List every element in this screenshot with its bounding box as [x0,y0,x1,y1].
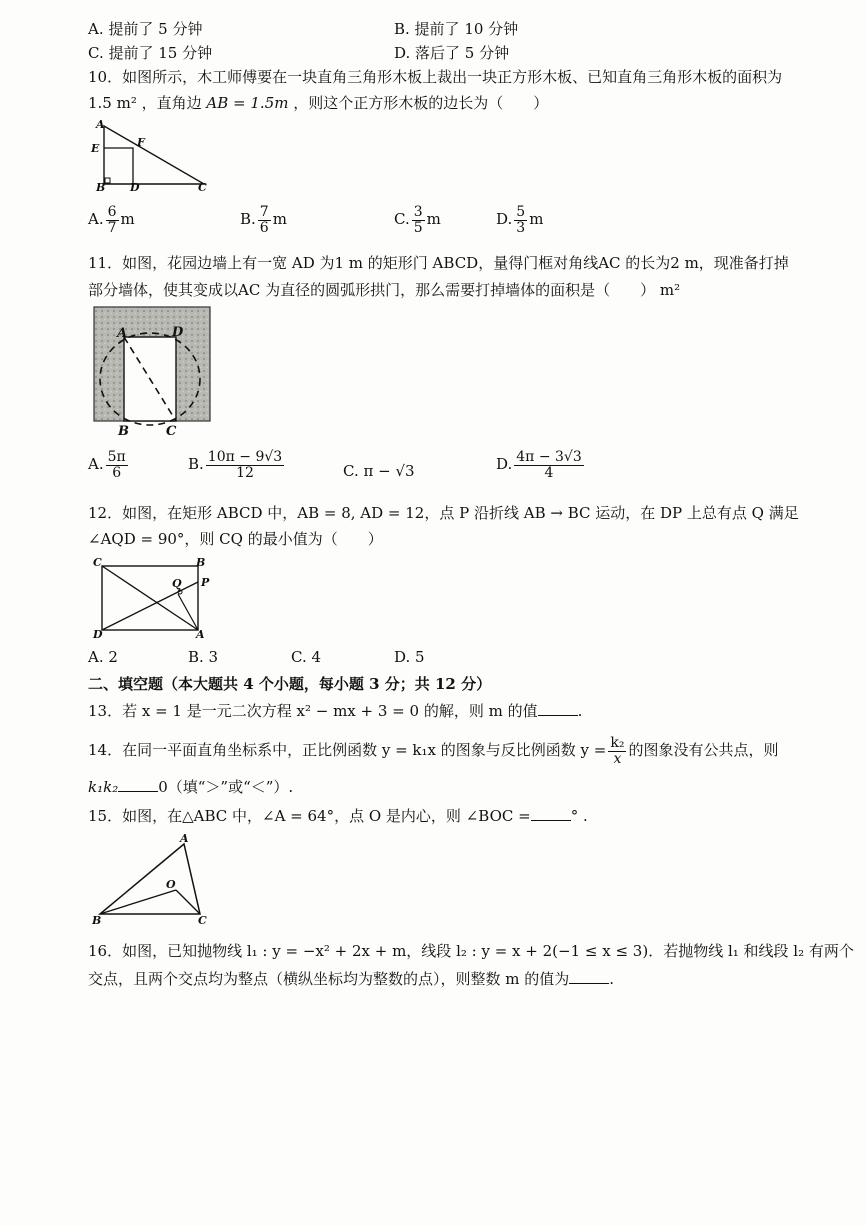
q12-stem-line2: ∠AQD = 90°，则 CQ 的最小值为（ ） [88,530,383,548]
q12-option-b: B. 3 [188,648,219,666]
q11-stem-line2: 部分墙体，使其变成以AC 为直径的圆弧形拱门，那么需要打掉墙体的面积是（ ） m² [88,281,681,299]
q10-option-c: C. $\frac{3}{5}$ m [394,204,441,236]
q12-label-p: P [201,576,210,589]
q12-stem-line1: 12．如图，在矩形 ABCD 中，AB = 8, AD = 12，点 P 沿折线 AB → BC 运动，在 DP 上总有点 Q 满足 [88,504,799,522]
q12-option-a: A. 2 [88,648,118,666]
q10-stem-line2 [88,92,548,113]
q9-option-c: C. 提前了 15 分钟 [88,44,213,62]
q12-label-c: C [93,556,102,569]
q11-label-d: D [172,325,184,340]
q11-option-b: B. $\frac{10\pi - 9√3}{12}$ [188,449,283,481]
q12-option-d: D. 5 [394,648,425,666]
q12-rectangle-figure [88,556,218,642]
q10-ab-value: AB = 1.5m [206,94,289,112]
q14-stem-line1: 14．在同一平面直角坐标系中，正比例函数 y = k₁x 的图象与反比例函数 y = $\frac{\text{k₂}}{x}$ 的图象没有公共点，则 [88,735,779,767]
q9-option-a: A. 提前了 5 分钟 [88,20,203,38]
q15-triangle-figure [88,830,218,930]
q10-option-a: A. $\frac{6}{7}$ m [88,204,135,236]
q16-answer-blank[interactable] [569,969,609,984]
q15-label-o: O [166,878,176,891]
q10-label-b: B [96,181,106,193]
q12-option-c: C. 4 [291,648,322,666]
q10-triangle-figure [88,118,218,193]
q13-text: 13．若 x = 1 是一元二次方程 x² − mx + 3 = 0 的解，则 m 的值 . [88,702,583,720]
q15-text: 15．如图，在△ABC 中，∠A = 64°，点 O 是内心，则 ∠BOC = ° . [88,807,588,825]
q9-option-d: D. 落后了 5 分钟 [394,44,510,62]
q10-area-text: 1.5 m² ，直角边 [88,94,202,112]
q12-label-a: A [196,628,205,641]
q16-stem-line1: 16．如图，已知抛物线 l₁ : y = −x² + 2x + m，线段 l₂ : y = x + 2(−1 ≤ x ≤ 3)．若抛物线 l₁ 和线段 l₂ 有两个 [88,942,854,960]
q10-label-f: F [137,136,145,149]
q11-option-a: A. $\frac{5\pi}{6}$ [88,449,126,481]
q10-label-e: E [91,142,100,155]
q14-answer-blank[interactable] [118,777,158,792]
q11-stem-line1: 11．如图，花园边墙上有一宽 AD 为1 m 的矩形门 ABCD，量得门框对角线AC 的长为2 m，现准备打掉 [88,254,789,272]
q13-answer-blank[interactable] [538,701,578,716]
q11-option-c: C. π − √3 [343,462,415,480]
q10-option-d: D. $\frac{5}{3}$ m [496,204,544,236]
q10-label-d: D [130,181,140,193]
q14-stem-line2: k₁k₂ 0（填“＞”或“＜”）. [88,778,294,796]
q10-question-text: ，则这个正方形木板的边长为（ ） [293,94,549,112]
q9-option-b: B. 提前了 10 分钟 [394,20,519,38]
q15-label-b: B [92,914,102,927]
q12-label-q: Q [172,577,182,590]
section2-heading: 二、填空题（本大题共 4 个小题，每小题 3 分；共 12 分） [88,675,492,693]
q12-label-b: B [196,556,206,569]
q16-stem-line2: 交点，且两个交点均为整点（横纵坐标均为整数的点），则整数 m 的值为 . [88,970,615,988]
q10-stem-line1: 10．如图所示，木工师傅要在一块直角三角形木板上裁出一块正方形木板、已知直角三角形木板的面积为 [88,68,783,86]
q10-label-c: C [198,181,207,193]
q11-label-c: C [166,424,177,438]
q11-arch-door-figure [88,303,218,438]
q15-label-a: A [180,832,189,845]
q15-label-c: C [198,914,207,927]
q11-label-b: B [118,424,129,438]
q10-option-b: B. $\frac{7}{6}$ m [240,204,287,236]
q11-label-a: A [117,326,128,341]
q10-label-a: A [96,118,105,131]
q11-option-d: D. $\frac{4\pi - 3√3}{4}$ [496,449,582,481]
q15-answer-blank[interactable] [531,806,571,821]
q12-label-d: D [93,628,103,641]
